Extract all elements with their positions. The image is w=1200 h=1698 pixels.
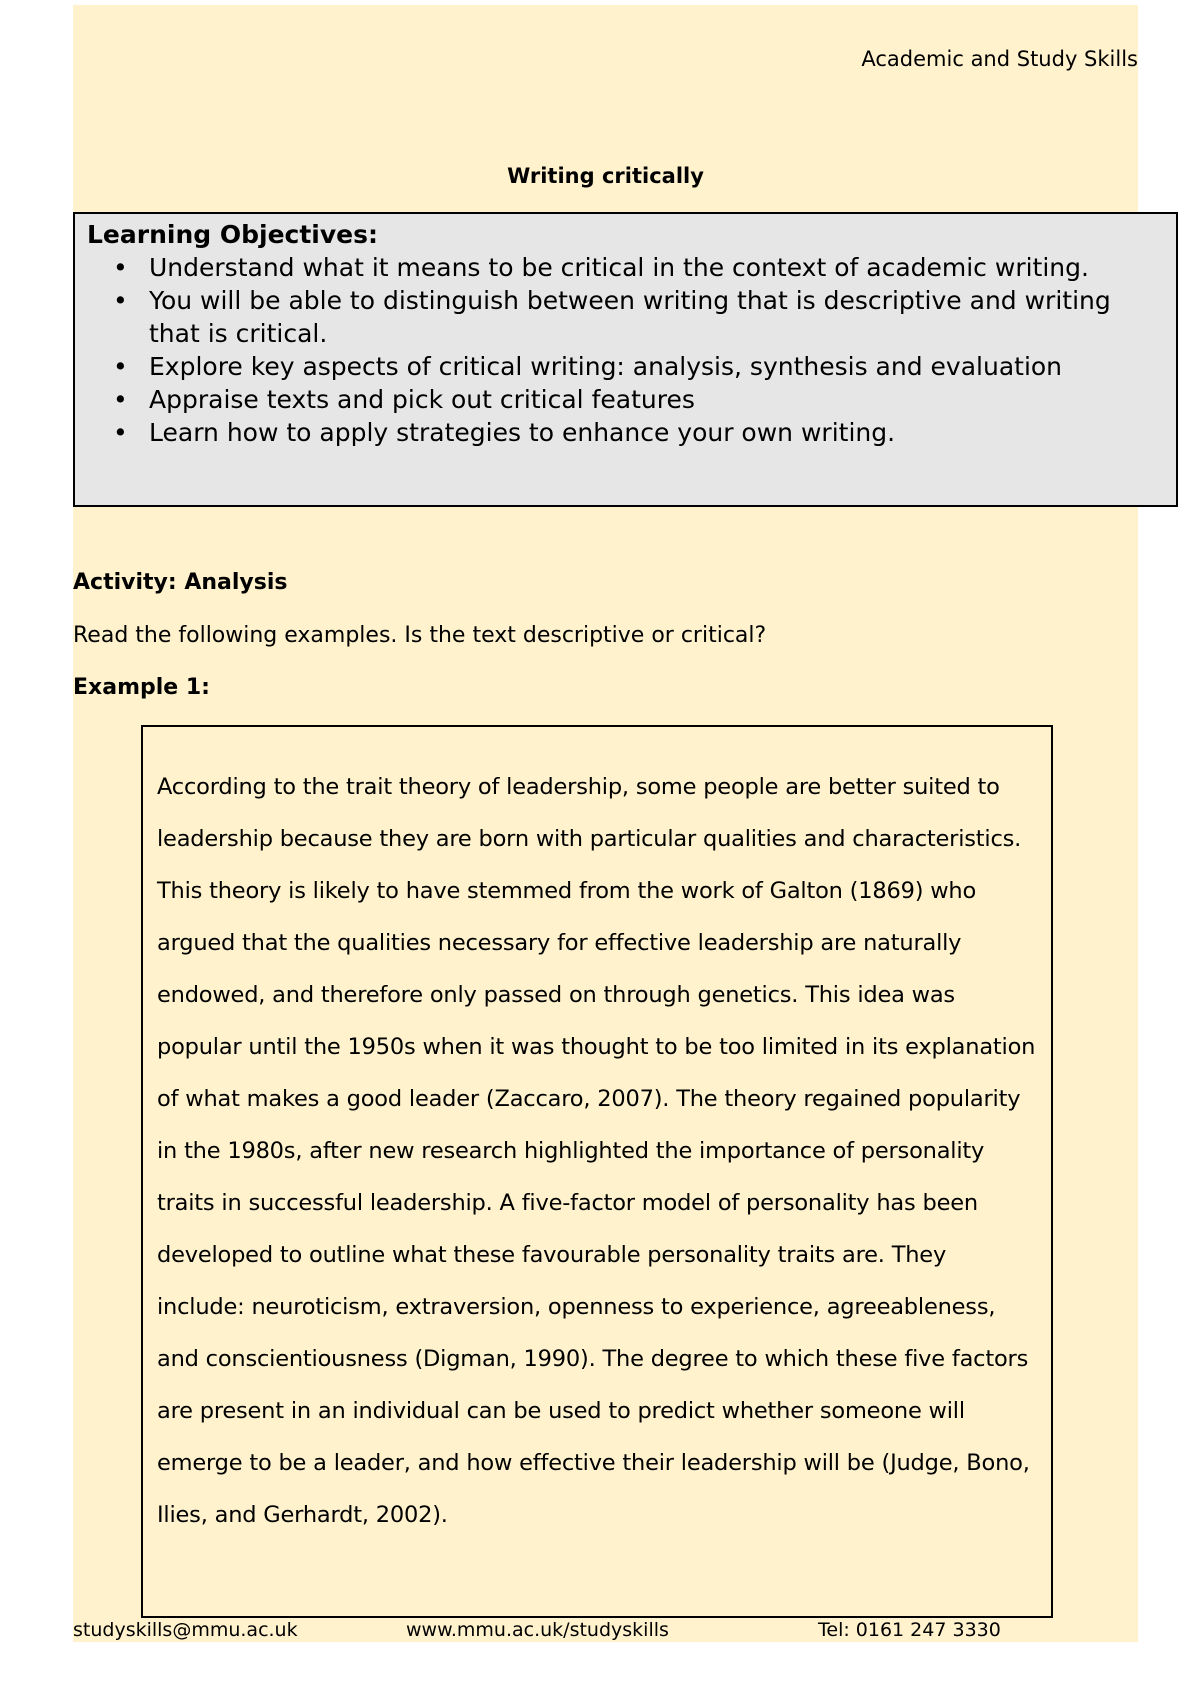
activity-instruction: Read the following examples. Is the text descriptive or critical?: [73, 623, 767, 648]
objective-text: Explore key aspects of critical writing: analysis, synthesis and evaluation: [149, 352, 1063, 381]
footer-email[interactable]: studyskills@mmu.ac.uk: [73, 1619, 298, 1641]
page-title: Writing critically: [507, 164, 704, 188]
example-label: Example 1:: [73, 675, 210, 700]
objective-item: [113, 251, 1164, 284]
objective-text: You will be able to distinguish between writing that is descriptive and writing that is critical.: [149, 286, 1111, 348]
activity-heading: Activity: Analysis: [73, 570, 288, 595]
learning-objectives-list: [87, 251, 1164, 449]
bullet-icon: •: [113, 253, 128, 282]
header-department: Academic and Study Skills: [861, 47, 1138, 71]
footer-phone: Tel: 0161 247 3330: [818, 1619, 1001, 1641]
document-page: [73, 5, 1138, 1642]
bullet-icon: •: [113, 286, 128, 315]
bullet-icon: •: [113, 385, 128, 414]
learning-objectives-box: [73, 212, 1178, 507]
learning-objectives-heading: Learning Objectives:: [87, 220, 378, 249]
objective-text: Learn how to apply strategies to enhance your own writing.: [149, 418, 896, 447]
footer-website[interactable]: www.mmu.ac.uk/studyskills: [406, 1619, 669, 1641]
bullet-icon: •: [113, 418, 128, 447]
objective-item: [113, 383, 1164, 416]
example-paragraph: According to the trait theory of leadership, some people are better suited to leadership because they are born with particular qualities and characteristics. This theory is likely to have stemmed from the work of Galton (1869) who argued that the qualities necessary for effective leadership are naturally endowed, and therefore only passed on through genetics. This idea was popular until the 1950s when it was thought to be too limited in its explanation of what makes a good leader (Zaccaro, 2007). The theory regained popularity in the 1980s, after new research highlighted the importance of personality traits in successful leadership. A five-factor model of personality has been developed to outline what these favourable personality traits are. They include: neuroticism, extraversion, openness to experience, agreeableness, and conscientiousness (Digman, 1990). The degree to which these five factors are present in an individual can be used to predict whether someone will emerge to be a leader, and how effective their leadership will be (Judge, Bono, Ilies, and Gerhardt, 2002).: [157, 774, 1036, 1528]
objective-item: [113, 350, 1164, 383]
objective-item: [113, 416, 1164, 449]
example-text-box: [141, 725, 1053, 1618]
objective-text: Understand what it means to be critical in the context of academic writing.: [149, 253, 1089, 282]
bullet-icon: •: [113, 352, 128, 381]
objective-text: Appraise texts and pick out critical features: [149, 385, 695, 414]
objective-item: [113, 284, 1164, 350]
